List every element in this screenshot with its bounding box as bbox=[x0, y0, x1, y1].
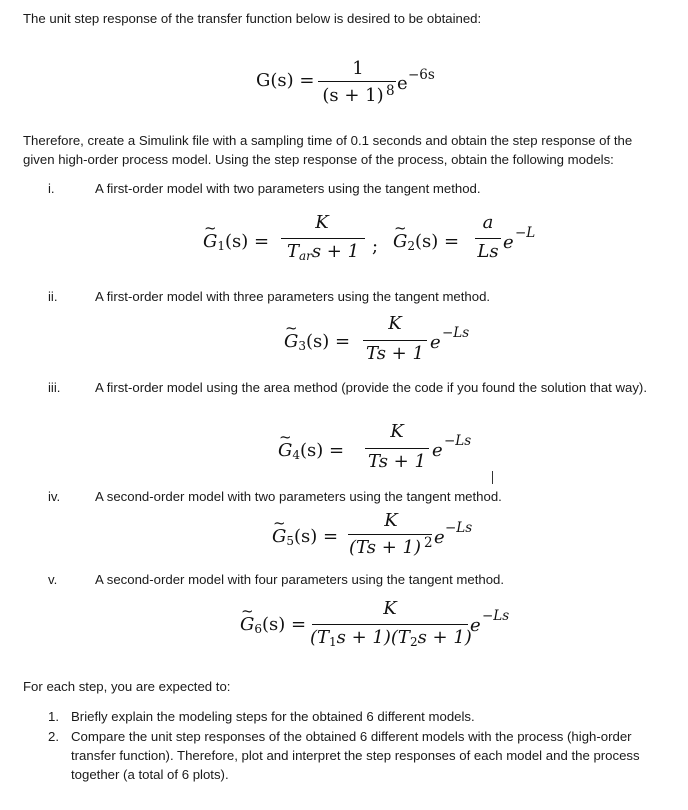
g2-lhs: ~ $G_2(s)$ = bbox=[393, 231, 459, 253]
g1-separator: ; bbox=[372, 236, 379, 257]
main-tf-lhs: G(s) = bbox=[256, 70, 315, 91]
g3-lhs: ~ $G_3(s)$ = bbox=[284, 331, 350, 353]
g6-exp-base: e bbox=[470, 615, 481, 636]
item-number: i. bbox=[48, 181, 55, 196]
g5-den-exponent: 2 bbox=[424, 535, 433, 551]
g3-numerator: K bbox=[388, 313, 402, 334]
g5-exp-base: e bbox=[434, 527, 445, 548]
g1-denominator: $T_{ar}s + 1$ bbox=[286, 241, 360, 263]
main-tf-fraction-bar bbox=[318, 81, 396, 82]
item-text: A second-order model with four parameters using the tangent method. bbox=[95, 572, 505, 587]
g3-denominator: Ts + 1 bbox=[366, 343, 424, 364]
g5-denominator: (Ts + 1) bbox=[349, 537, 421, 558]
item-number: iv. bbox=[48, 489, 61, 504]
g1-numerator: K bbox=[315, 212, 329, 233]
g4-exp-base: e bbox=[432, 440, 443, 461]
g4-fraction-bar bbox=[365, 448, 429, 449]
task-number: 2. bbox=[48, 729, 59, 744]
g6-fraction-bar bbox=[312, 624, 468, 625]
description-paragraph: Therefore, create a Simulink file with a sampling time of 0.1 seconds and obtain the step response of the given high-order process model. Using the step response of the process, obtain the following models: bbox=[23, 133, 633, 167]
g2-numerator: a bbox=[482, 212, 494, 233]
g5-lhs: ~ $G_5(s)$ = bbox=[272, 526, 338, 548]
g6-exp-power: −Ls bbox=[482, 608, 510, 624]
text-cursor bbox=[492, 471, 493, 484]
item-text: A first-order model using the area method (provide the code if you found the solution that way). bbox=[95, 380, 647, 395]
item-text: A first-order model with three parameters using the tangent method. bbox=[95, 289, 491, 304]
g5-exp-power: −Ls bbox=[445, 520, 473, 536]
g1-lhs: ~ $G_1(s)$ = bbox=[203, 231, 269, 253]
g3-exp-power: −Ls bbox=[442, 325, 470, 341]
g2-exp-power: −L bbox=[515, 225, 536, 241]
g2-denominator: Ls bbox=[477, 241, 499, 262]
g5-numerator: K bbox=[384, 510, 398, 531]
expectation-heading: For each step, you are expected to: bbox=[23, 679, 231, 694]
g4-exp-power: −Ls bbox=[444, 433, 472, 449]
g2-exp-base: e bbox=[503, 232, 514, 253]
main-tf-den-exponent: 8 bbox=[386, 83, 395, 99]
task-text: Compare the unit step responses of the obtained 6 different models with the process (high-order transfer function). Therefore, plot and interpret the step responses of each model and the process together (a total of 6 plots). bbox=[71, 729, 640, 782]
main-tf-denominator: (s + 1) bbox=[322, 85, 384, 106]
g1-fraction-bar bbox=[281, 238, 365, 239]
main-tf-numerator: 1 bbox=[352, 58, 364, 79]
g4-numerator: K bbox=[390, 421, 404, 442]
item-text: A second-order model with two parameters using the tangent method. bbox=[95, 489, 502, 504]
intro-text: The unit step response of the transfer function below is desired to be obtained: bbox=[23, 11, 482, 26]
g2-fraction-bar bbox=[475, 238, 501, 239]
main-tf-exp-power: −6s bbox=[408, 67, 435, 83]
task-text: Briefly explain the modeling steps for the obtained 6 different models. bbox=[71, 709, 475, 724]
g4-lhs: ~ $G_4(s)$ = bbox=[278, 440, 344, 462]
item-number: iii. bbox=[48, 380, 61, 395]
task-number: 1. bbox=[48, 709, 59, 724]
g4-denominator: Ts + 1 bbox=[368, 451, 426, 472]
item-text: A first-order model with two parameters using the tangent method. bbox=[95, 181, 481, 196]
g3-fraction-bar bbox=[363, 340, 427, 341]
g6-denominator: $(T_1s + 1)(T_2s + 1)$ bbox=[310, 627, 472, 649]
item-number: v. bbox=[48, 572, 58, 587]
g6-lhs: ~ $G_6(s)$ = bbox=[240, 614, 306, 636]
g5-fraction-bar bbox=[348, 534, 432, 535]
g3-exp-base: e bbox=[430, 332, 441, 353]
main-tf-exp-base: e bbox=[397, 73, 408, 94]
g6-numerator: K bbox=[383, 598, 397, 619]
item-number: ii. bbox=[48, 289, 58, 304]
